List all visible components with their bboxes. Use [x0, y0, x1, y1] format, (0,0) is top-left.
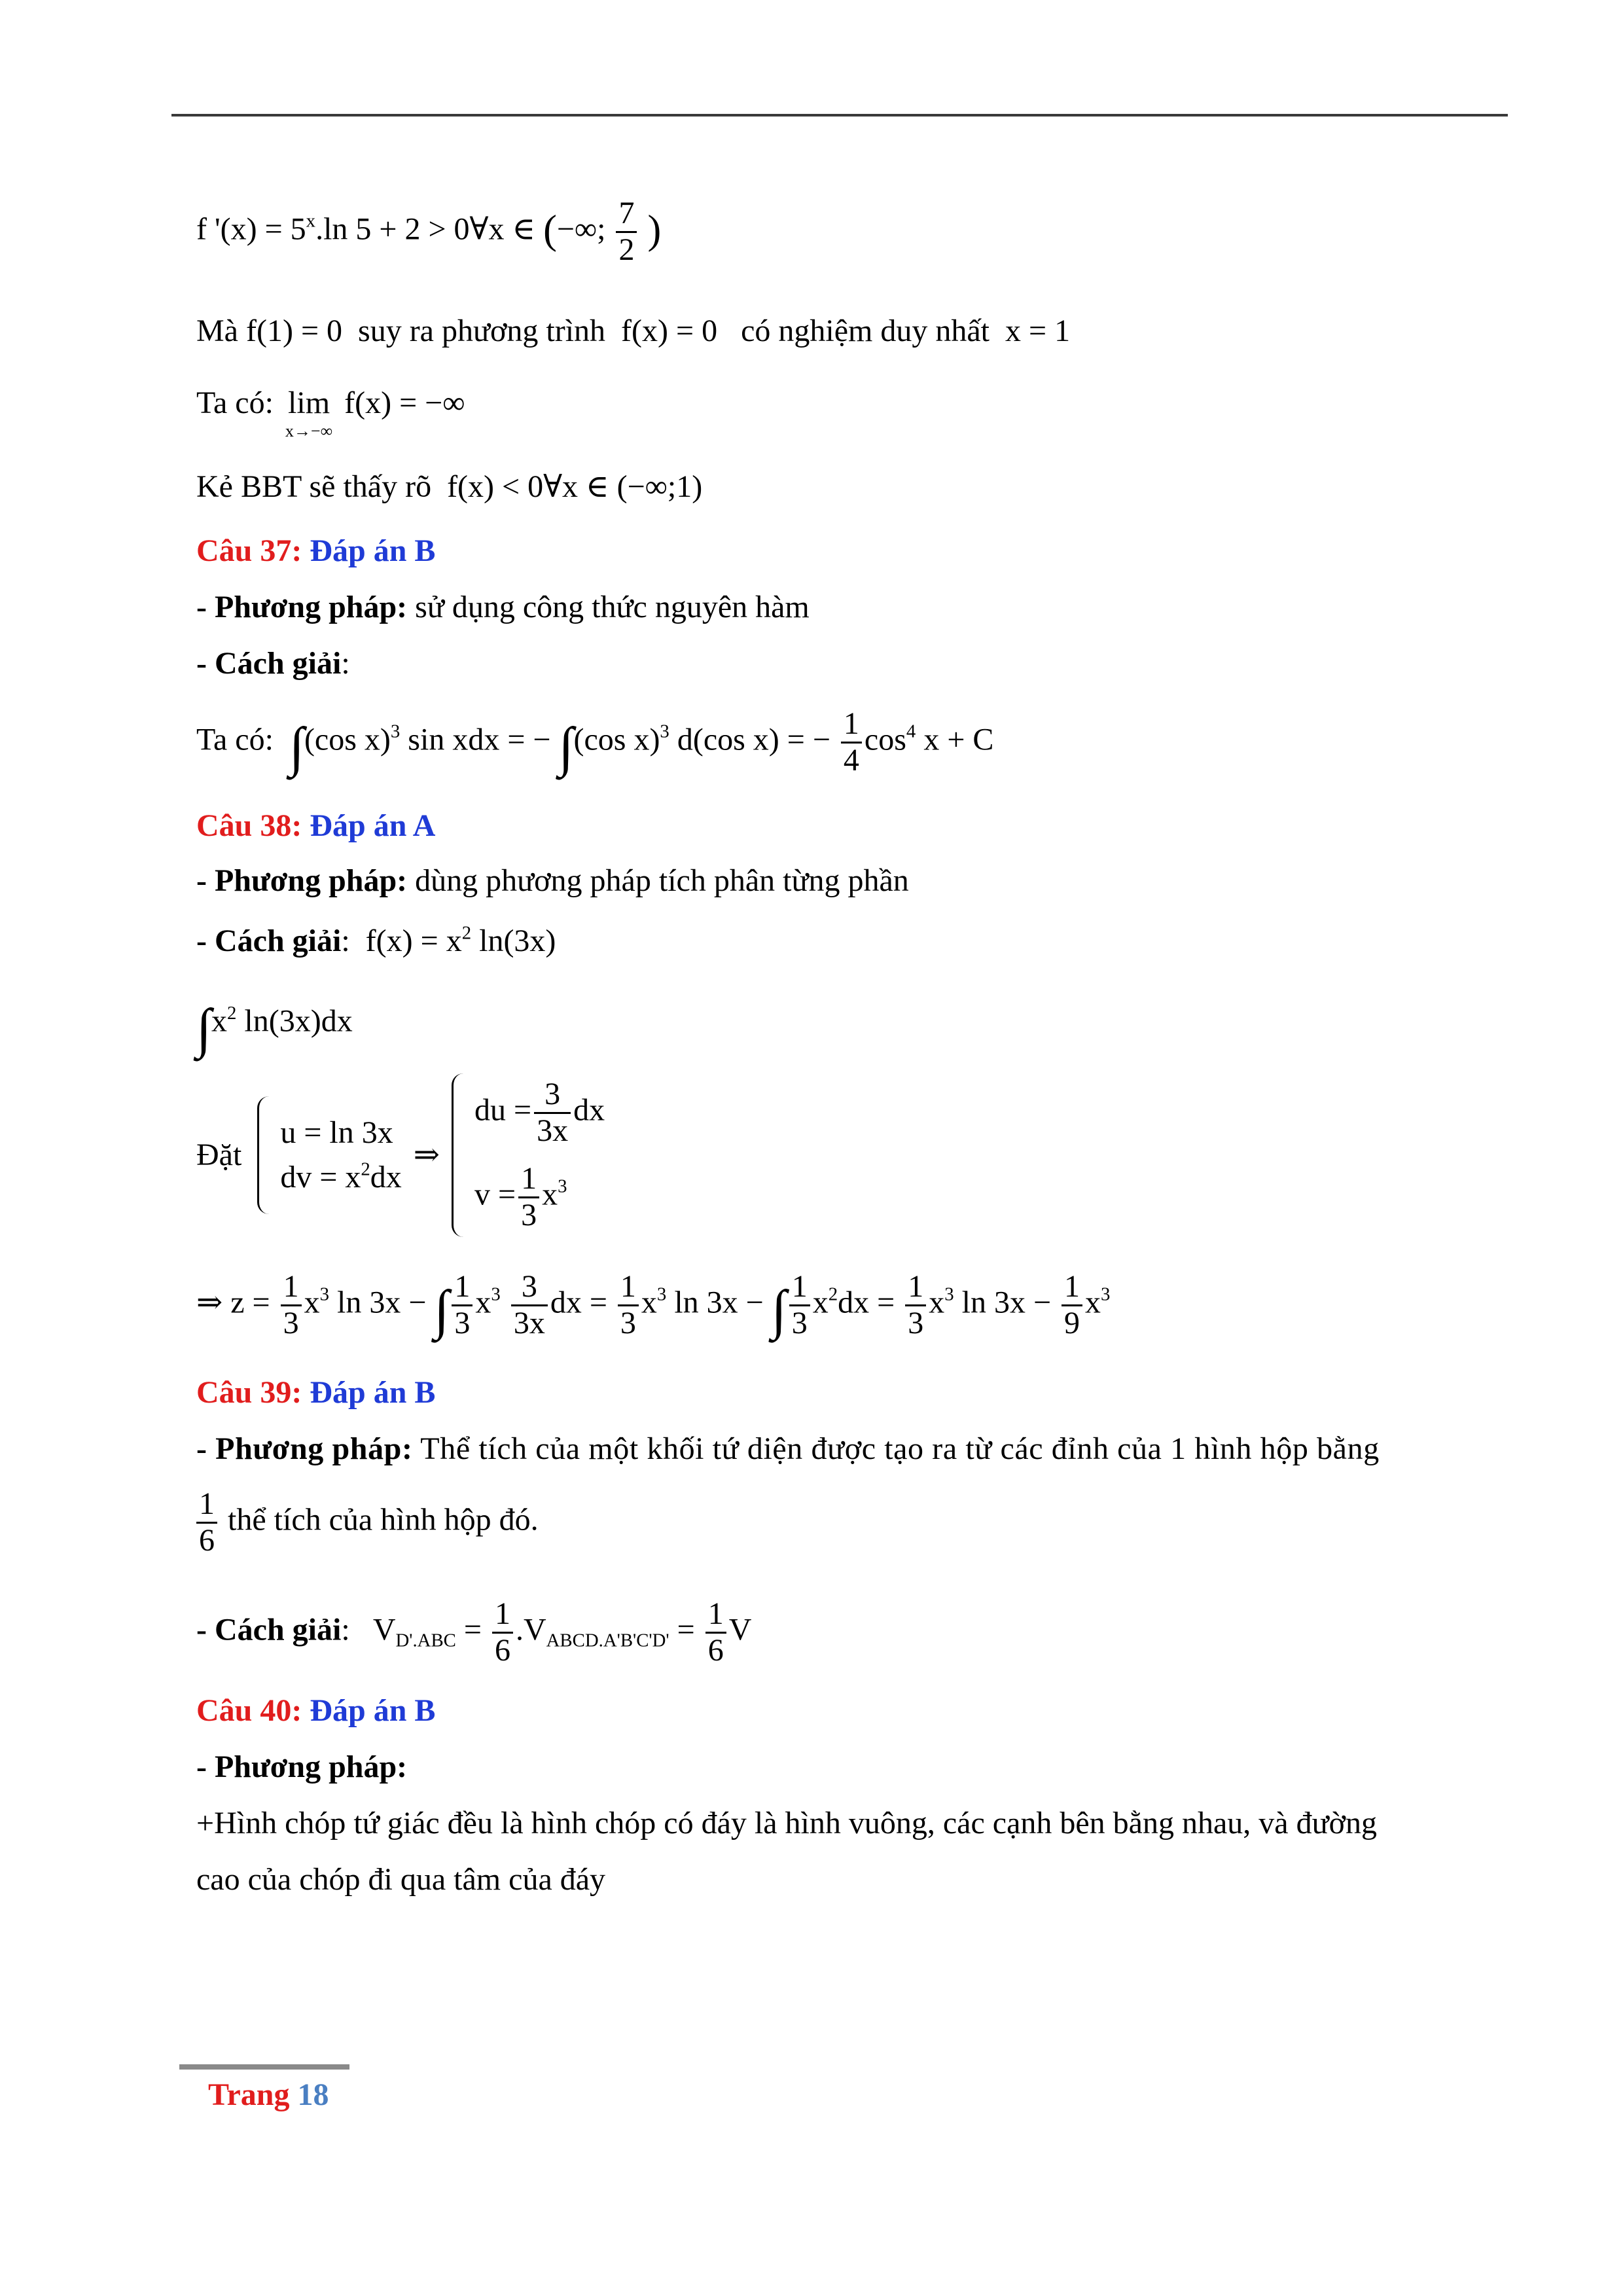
page-number: Trang 18 — [208, 2077, 329, 2112]
q38-integral: $\int x^2$ ln(3x)dx — [196, 998, 353, 1059]
q38-method: - Phương pháp: dùng phương pháp tích phân từng phần — [196, 863, 909, 898]
q37-solve-label: - Cách giải: — [196, 646, 350, 681]
footer-rule — [179, 2064, 349, 2070]
q37-heading: Câu 37: Đáp án B — [196, 533, 436, 568]
q37-method: - Phương pháp: sử dụng công thức nguyên hàm — [196, 590, 810, 624]
derivative-line: f '$(x) = 5^x.\ln$ 5 + 2 > 0∀x ∈ (−∞; $\frac{7}{2}$ ) — [196, 196, 662, 267]
q39-heading: Câu 39: Đáp án B — [196, 1375, 436, 1410]
q40-text-1: +Hình chóp tứ giác đều là hình chóp có đáy là hình vuông, các cạnh bên bằng nhau, và đường — [196, 1806, 1377, 1840]
system-left: u = ln 3x dv = $x^2dx$ — [257, 1096, 401, 1214]
header-rule — [171, 114, 1508, 117]
q38-solve: - Cách giải: $f(x) = x^2$ ln(3x) — [196, 922, 556, 958]
q39-solve: - Cách giải: $V_{D'.ABC}$ = $\frac{1}{6}$ $.V_{ABCD.A'B'C'D'}$ = $\frac{1}{6}$ V — [196, 1596, 752, 1668]
q38-heading: Câu 38: Đáp án A — [196, 808, 436, 843]
q38-substitution: Đặt u = ln 3x dv = $x^2dx$ ⇒ du = $\frac{3}{3x}$ dx v = $\frac{1}{3}$ $x^3$ — [196, 1073, 605, 1237]
q37-solution: Ta có: ∫(cos x)$^3$ sin xdx = − ∫(cos x)$^3$ d(cos x) = − $\frac{1}{4}$ $\cos^4 x + C$ — [196, 706, 994, 778]
system-right: du = $\frac{3}{3x}$ dx v = $\frac{1}{3}$ $x^3$ — [452, 1073, 605, 1237]
q40-heading: Câu 40: Đáp án B — [196, 1693, 436, 1728]
integral-sign: ∫ — [196, 998, 212, 1059]
bbt-line: Kẻ BBT sẽ thấy rõ f(x) < 0∀x ∈ (−∞;1) — [196, 469, 703, 504]
unique-root-line: Mà f(1) = 0 suy ra phương trình f(x) = 0 có nghiệm duy nhất x = 1 — [196, 314, 1071, 348]
limit-line: Ta có: lim x→−∞ f(x) = −∞ — [196, 386, 465, 440]
integral-sign: ∫ — [434, 1279, 450, 1340]
q38-result: ⇒ z = $\frac{1}{3}$ $x^3$ ln 3x − ∫ $\frac{1}{3}$ $x^3$ $\frac{3}{3x}$ dx = $\frac{1}{3}$ $x^3$ ln 3x − ∫ $\frac{1}{3}$ $x^2dx$ = $\frac{1}{3}$ $x^3$ ln 3x − $\frac{1}{9}$ $x^3$ — [196, 1269, 1111, 1340]
q40-text-2: cao của chóp đi qua tâm của đáy — [196, 1862, 606, 1897]
integral-sign: ∫ — [558, 716, 574, 778]
q40-method: - Phương pháp: — [196, 1749, 408, 1784]
integral-sign: ∫ — [289, 716, 304, 778]
integral-sign: ∫ — [771, 1279, 787, 1340]
q39-method-cont: $\frac{1}{6}$ thể tích của hình hộp đó. — [196, 1487, 539, 1558]
q39-method: - Phương pháp: Thể tích của một khối tứ diện được tạo ra từ các đỉnh của 1 hình hộp bằng — [196, 1431, 1380, 1466]
